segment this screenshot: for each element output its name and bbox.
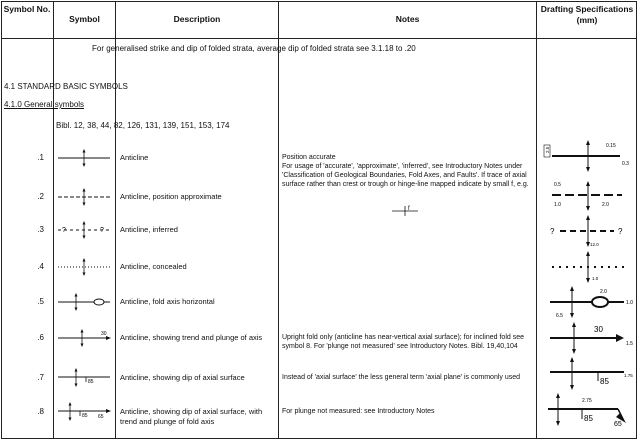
drafting-spec-8 bbox=[542, 393, 634, 427]
bibliography: Bibl. 12, 38, 44, 82, 126, 131, 139, 151, 153, 174 bbox=[56, 121, 230, 130]
row-notes: Position accurate For usage of 'accurate', 'approximate', 'inferred', see Introductory Notes under 'Classification of Geological Boundaries, Fold Axes, and Faults'. If trace of axial surface rather than crest or trough or hinge-line mapped indicate by small f, e.g. bbox=[282, 154, 529, 188]
anticline-horizontal-symbol-icon bbox=[56, 292, 112, 312]
anticline-inferred-symbol-icon bbox=[56, 220, 112, 240]
svg-text:?: ? bbox=[100, 227, 104, 234]
anticline-axial-dip-plunge-symbol-icon bbox=[56, 402, 112, 422]
drafting-spec-2 bbox=[542, 178, 634, 212]
drafting-spec-4 bbox=[542, 250, 634, 284]
spec-value: 1.0 bbox=[592, 276, 599, 281]
anticline-plunge-symbol-icon bbox=[56, 328, 112, 348]
axial-dip-value: 85 bbox=[88, 379, 94, 385]
row-description: Anticline, position approximate bbox=[120, 192, 222, 201]
row-notes: Upright fold only (anticline has near-vertical axial surface); for inclined fold see symbol 8. For 'plunge not measured' see Introductory Notes. Bibl. 19,40,104 bbox=[282, 334, 525, 350]
drafting-spec-5 bbox=[542, 285, 634, 319]
header-description: Description bbox=[173, 14, 221, 24]
row-description: Anticline, showing dip of axial surface, with trend and plunge of fold axis bbox=[120, 407, 263, 426]
row-description: Anticline, concealed bbox=[120, 262, 187, 271]
row-notes: For plunge not measured: see Introductory Notes bbox=[282, 408, 435, 415]
f-label: f bbox=[408, 206, 410, 212]
row-number: .7 bbox=[37, 373, 44, 382]
subsection-title: 4.1.0 General symbols bbox=[4, 100, 85, 109]
header-notes: Notes bbox=[395, 14, 420, 24]
spec-value: 12.0 bbox=[590, 242, 599, 247]
drafting-spec-6 bbox=[542, 321, 634, 355]
row-notes: Instead of 'axial surface' the less general term 'axial plane' is commonly used bbox=[282, 374, 521, 381]
intro-note: For generalised strike and dip of folded strata, average dip of folded strata see 3.1.18 to .20 bbox=[92, 44, 416, 53]
spec-value: 2.75 bbox=[582, 398, 592, 404]
row-description: Anticline, showing dip of axial surface bbox=[120, 373, 245, 382]
row-number: .8 bbox=[37, 407, 44, 416]
column-divider bbox=[53, 1, 54, 439]
header-drafting: Drafting Specifications (mm) bbox=[540, 4, 634, 25]
axial-dip-value: 85 bbox=[82, 413, 88, 419]
plunge-value: 30 bbox=[101, 331, 107, 337]
row-description: Anticline, fold axis horizontal bbox=[120, 297, 215, 306]
header-divider bbox=[1, 38, 637, 39]
column-divider bbox=[115, 1, 116, 439]
small-f-anticline-icon bbox=[390, 205, 420, 217]
row-number: .2 bbox=[37, 192, 44, 201]
anticline-symbol-icon bbox=[56, 148, 112, 168]
svg-text:?: ? bbox=[62, 227, 66, 234]
anticline-concealed-symbol-icon bbox=[56, 257, 112, 277]
row-number: .3 bbox=[37, 225, 44, 234]
spec-value: 65 bbox=[614, 421, 622, 427]
drafting-spec-1 bbox=[542, 139, 634, 173]
spec-value: 2.0 bbox=[602, 202, 609, 208]
section-title: 4.1 STANDARD BASIC SYMBOLS bbox=[4, 82, 128, 91]
spec-value: 0.5 bbox=[554, 182, 561, 188]
row-number: .6 bbox=[37, 333, 44, 342]
plunge-value: 65 bbox=[98, 414, 104, 420]
spec-value: 6.5 bbox=[556, 313, 563, 319]
spec-value: 1.5 bbox=[626, 341, 633, 347]
spec-value: 1.75 bbox=[624, 373, 633, 378]
spec-value: 1.0 bbox=[626, 300, 633, 306]
spec-value: 2.0 bbox=[600, 289, 607, 295]
column-divider bbox=[536, 1, 537, 439]
spec-value: 30 bbox=[594, 325, 603, 334]
row-number: .5 bbox=[37, 297, 44, 306]
row-description: Anticline, showing trend and plunge of axis bbox=[120, 333, 263, 342]
header-symbol-no: Symbol No. bbox=[3, 4, 51, 14]
drafting-spec-3 bbox=[542, 214, 634, 248]
spec-value: 2.5 bbox=[545, 146, 550, 153]
row-description: Anticline bbox=[120, 153, 149, 162]
spec-value: ? bbox=[550, 227, 555, 236]
spec-value: 1.0 bbox=[554, 202, 561, 208]
spec-value: 0.15 bbox=[606, 143, 616, 149]
drafting-spec-7 bbox=[542, 357, 634, 391]
spec-value: 0.3 bbox=[622, 161, 629, 167]
spec-value: ? bbox=[618, 227, 623, 236]
row-number: .4 bbox=[37, 262, 44, 271]
anticline-approximate-symbol-icon bbox=[56, 187, 112, 207]
row-description: Anticline, inferred bbox=[120, 225, 178, 234]
header-symbol: Symbol bbox=[69, 14, 100, 24]
row-number: .1 bbox=[37, 153, 44, 162]
spec-value: 85 bbox=[600, 377, 609, 386]
spec-value: 85 bbox=[584, 414, 593, 423]
anticline-axial-dip-symbol-icon bbox=[56, 368, 112, 388]
